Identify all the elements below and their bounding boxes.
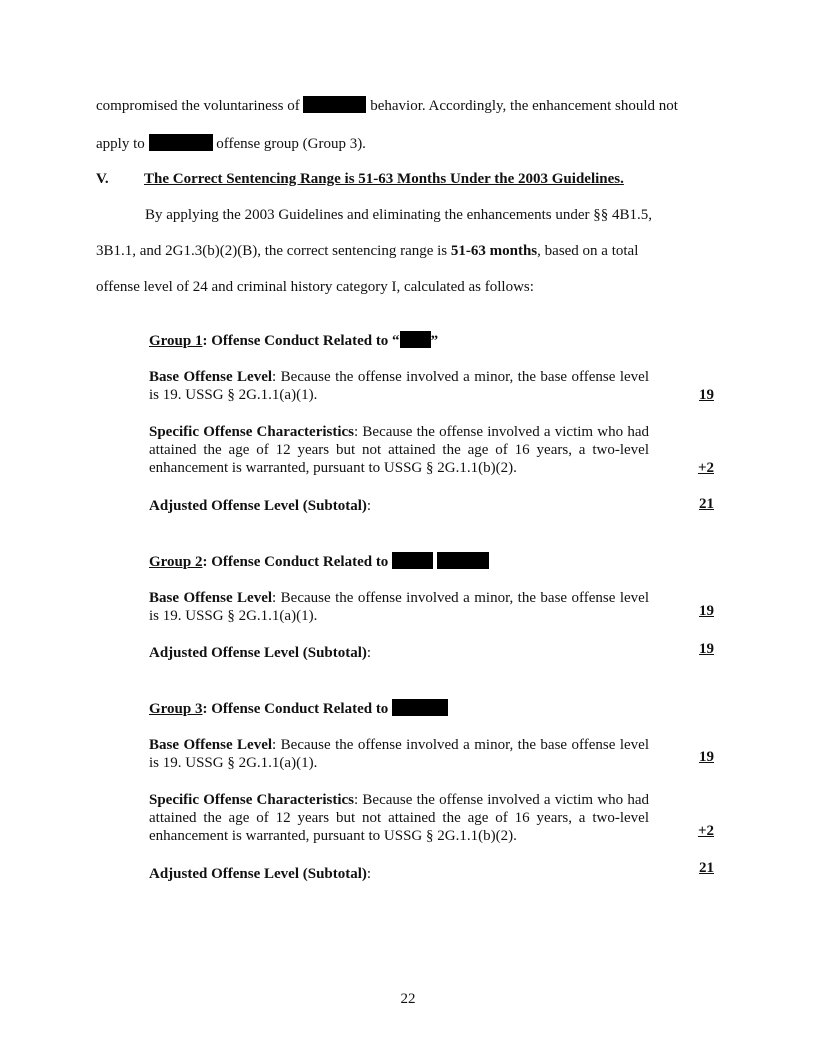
group3-base-value: 19 [699, 749, 714, 765]
group3-heading: Group 3: Offense Conduct Related to [149, 699, 448, 718]
body-line: By applying the 2003 Guidelines and eliminating the enhancements under §§ 4B1.5, [145, 207, 652, 223]
body-line: compromised the voluntariness of behavior. Accordingly, the enhancement should not [96, 98, 678, 114]
body-line: 3B1.1, and 2G1.3(b)(2)(B), the correct sentencing range is 51-63 months, based on a total [96, 243, 639, 259]
group3-specific-characteristics: Specific Offense Characteristics: Because the offense involved a victim who had attained the age of 12 years but not attained the age of 16 years, a two-level enhancement is warranted, pursuant to USSG § 2G.1.1(b)(2). [149, 792, 649, 844]
body-line: offense level of 24 and criminal history category I, calculated as follows: [96, 279, 534, 295]
group1-adjusted-value: 21 [699, 496, 714, 512]
redaction-box [400, 331, 431, 348]
group1-base-offense: Base Offense Level: Because the offense involved a minor, the base offense level is 19. USSG § 2G.1.1(a)(1). [149, 369, 650, 403]
section-heading [96, 170, 624, 188]
group1-heading: Group 1: Offense Conduct Related to “ ” [149, 333, 439, 349]
group2-adjusted-value: 19 [699, 641, 714, 657]
group1-adjusted: Adjusted Offense Level (Subtotal): [149, 498, 372, 514]
group3-base-offense: Base Offense Level: Because the offense involved a minor, the base offense level is 19. USSG § 2G.1.1(a)(1). [149, 737, 650, 771]
group2-heading: Group 2: Offense Conduct Related to [149, 552, 489, 571]
group3-soc-value: +2 [697, 823, 714, 839]
redaction-box [392, 699, 448, 716]
section-number: V. [96, 171, 109, 187]
group3-adjusted: Adjusted Offense Level (Subtotal): [149, 866, 372, 882]
redaction-box [392, 552, 433, 569]
group1-base-value: 19 [699, 387, 714, 403]
group2-adjusted: Adjusted Offense Level (Subtotal): [149, 645, 372, 661]
group1-soc-value: +2 [697, 460, 714, 476]
redaction-box [437, 552, 489, 569]
group1-specific-characteristics: Specific Offense Characteristics: Because the offense involved a victim who had attained the age of 12 years but not attained the age of 16 years, a two-level enhancement is warranted, pursuant to USSG § 2G.1.1(b)(2). [149, 424, 649, 476]
redaction-box [149, 134, 213, 151]
page-number: 22 [400, 991, 416, 1007]
body-line: apply to offense group (Group 3). [96, 136, 366, 152]
group2-base-offense: Base Offense Level: Because the offense involved a minor, the base offense level is 19. USSG § 2G.1.1(a)(1). [149, 590, 650, 624]
group2-base-value: 19 [699, 603, 714, 619]
section-title: The Correct Sentencing Range is 51-63 Months Under the 2003 Guidelines. [144, 171, 624, 187]
redaction-box [303, 96, 366, 113]
group3-adjusted-value: 21 [699, 860, 714, 876]
